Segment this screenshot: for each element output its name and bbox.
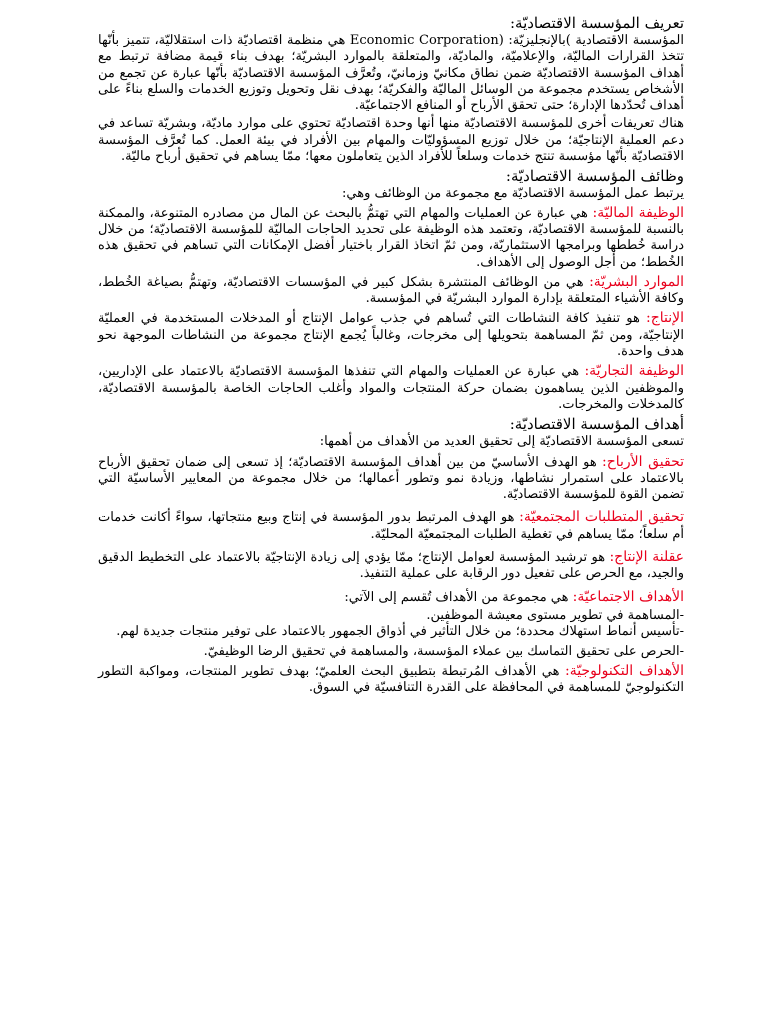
function-item-human-resources [98, 274, 684, 308]
goal-text: هو الهدف المرتبط بدور المؤسسة في إنتاج وبيع منتجاتها، سواءً أكانت خدمات أم سلعاً؛ ممّا يساهم في تغطية الطلبات المجتمعيّة المحليّة. [98, 510, 684, 542]
goal-term: الأهداف التكنولوجيّة: [564, 662, 684, 679]
goal-text: هو الهدف الأساسيّ من بين أهداف المؤسسة الاقتصاديّة؛ إذ تسعى إلى ضمان تحقيق الأرباح بالاعتماد على استمرار نشاطها، وزيادة نمو وتطور أعمالها؛ من خلال مجموعة من المعايير الأساسيّة التي تضمن القوة للمؤسسة الاقتصاديّة. [98, 454, 684, 503]
goal-item-social [98, 589, 684, 606]
function-term: الوظيفة التجاريّة: [584, 363, 684, 380]
function-text: هي عبارة عن العمليات والمهام التي تنفذها المؤسسة الاقتصاديّة بالاعتماد على الإداريين، والموظفين الذين يساهمون بضمان حركة المنتجات والمواد وأغلب الحاجات الخاصة بالمؤسسة الاقتصاديّة، كالمدخلات والمخرجات. [98, 364, 684, 412]
function-text: هو تنفيذ كافة النشاطات التي تُساهم في جذب عوامل الإنتاج أو المدخلات المستخدمة في العمليّة الإنتاجيّة، ومن ثمّ المساهمة بتحويلها إلى مخرجات، وغالباً يُجمع الإنتاج مجموعة من النشاطات الموجهة نحو هدف واحدة. [98, 311, 684, 360]
goal-term: تحقيق المتطلبات المجتمعيّة: [519, 509, 684, 526]
goal-item-social-demands [98, 509, 684, 543]
definition-text-post: هي منظمة اقتصاديّة ذات استقلاليّة، تتميز بأنّها تتخذ القرارات الماليّة، والإعلاميّة، والماديّة، والمتعلقة بالموارد البشريّة؛ بهدف بناء قيمة مضافة ترتبط مع أهداف المؤسسة الاقتصاديّة ضمن نطاق مكانيّ وزمانيّ، وتُعرَّف المؤسسة الاقتصاديّة بأنّها عبارة عن تجمع من الأشخاص يستخدم مجموعة من الوسائل الماليّة والفكريّة؛ بهدف نقل وتحويل وتوزيع الخدمات والسلع بناءً على أهداف تُحدّدها الإدارة؛ حتى تحقق الأرباح أو المنافع الاجتماعيّة. [98, 33, 684, 114]
functions-intro: يرتبط عمل المؤسسة الاقتصاديّة مع مجموعة من الوظائف وهي: [342, 186, 684, 202]
document-page [98, 14, 684, 698]
goal-item-technological [98, 663, 684, 697]
goal-term: عقلنة الإنتاج: [609, 549, 685, 566]
definition-english-term: Economic Corporation [349, 33, 499, 48]
social-goal-subitem: -المساهمة في تطوير مستوى معيشة الموظفين. [426, 607, 684, 623]
definition-paragraph-2: هناك تعريفات أخرى للمؤسسة الاقتصاديّة منها أنها وحدة اقتصاديّة تحتوي على موارد ماديّة، وبشريّة تساعد في دعم العملية الإنتاجيّة؛ من خلال توزيع المسؤوليّات والمهام بين الأفراد في بيئة العمل. كما تُعرَّف المؤسسة الاقتصاديّة بأنّها مؤسسة تنتج خدمات وسلعاً للأفراد الذين يتعاملون معها؛ ممّا يساهم في تحقيق أرباح ماليّة. [98, 116, 684, 165]
definition-text-pre: المؤسسة الاقتصادية )بالإنجليزيّة: ( [498, 33, 685, 48]
goal-item-profits [98, 454, 684, 504]
goals-heading: أهداف المؤسسة الاقتصاديّة: [509, 415, 684, 434]
function-item-production [98, 310, 684, 360]
function-text: هي من الوظائف المنتشرة بشكل كبير في المؤسسات الاقتصاديّة، وتهتمُّ بصياغة الخُطط، وكافة الأشياء المتعلقة بإدارة الموارد البشريّة في المؤسسة. [98, 274, 684, 307]
goal-text: هي الأهداف المُرتبطة بتطبيق البحث العلميّ؛ بهدف تطوير المنتجات، ومواكبة التطور التكنولوجيّ للمساهمة في المحافظة على القدرة التنافسيّة في السوق. [98, 663, 684, 696]
goal-text: هو ترشيد المؤسسة لعوامل الإنتاج؛ ممّا يؤدي إلى زيادة الإنتاجيّة بالاعتماد على التخطيط الدقيق والجيد، مع الحرص على تفعيل دور الرقابة على عملية التنفيذ. [98, 550, 684, 582]
goal-text: هي مجموعة من الأهداف تُقسم إلى الآتي: [344, 589, 573, 605]
goal-item-rationalize-production [98, 549, 684, 583]
function-item-commercial [98, 363, 684, 413]
goal-term: تحقيق الأرباح: [601, 453, 685, 470]
function-text: هي عبارة عن العمليات والمهام التي تهتمُّ بالبحث عن المال من مصادره المتنوعة، والممكنة بالنسبة للمؤسسة الاقتصاديّة، وتعتمد هذه الوظيفة على تحديد الحاجات الماليّة للمؤسسة الاقتصاديّة؛ من خلال دراسة خُططها وبرامجها الاستثماريّة، ومن ثمّ اتخاذ القرار باختيار أفضل الإمكانات التي تساهم في تحقيق هذه الخُطط؛ من أجل الوصول إلى الأهداف. [98, 205, 684, 270]
function-term: الوظيفة الماليّة: [592, 204, 684, 221]
function-item-financial [98, 205, 684, 271]
functions-heading: وظائف المؤسسة الاقتصاديّة: [505, 167, 684, 186]
goal-term: الأهداف الاجتماعيّة: [572, 588, 684, 605]
function-term: الإنتاج: [645, 310, 684, 327]
social-goal-subitem: -تأسيس أنماط استهلاك محددة؛ من خلال التأثير في أذواق الجمهور بالاعتماد على توفير منتجات جديدة لهم. [116, 624, 684, 640]
function-term: الموارد البشريّة: [589, 273, 684, 290]
definition-paragraph-1 [98, 33, 684, 114]
social-goal-subitem: -الحرص على تحقيق التماسك بين عملاء المؤسسة، والمساهمة في تحقيق الرضا الوظيفيّ. [203, 643, 684, 659]
goals-intro: تسعى المؤسسة الاقتصاديّة إلى تحقيق العديد من الأهداف من أهمها: [319, 434, 684, 450]
document-title: تعريف المؤسسة الاقتصاديّة: [509, 14, 684, 32]
